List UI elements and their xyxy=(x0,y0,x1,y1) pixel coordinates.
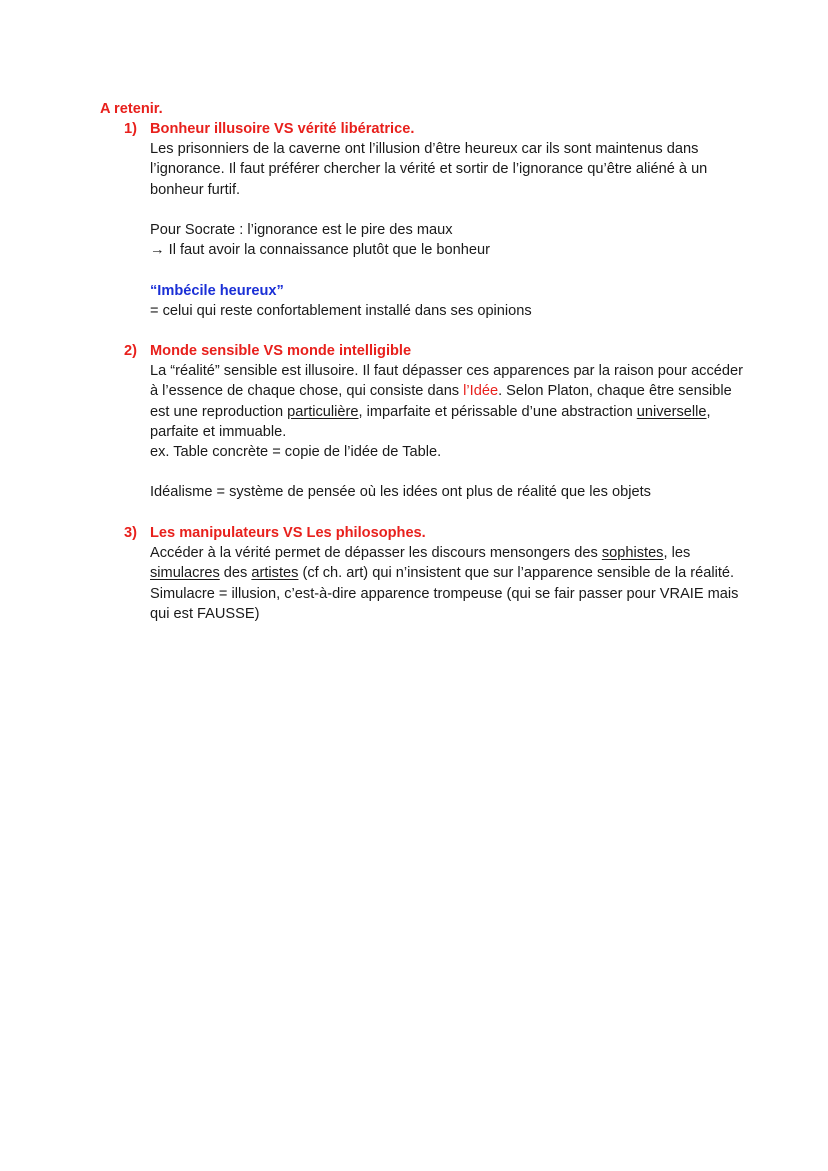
underlined-artistes: artistes xyxy=(251,565,299,582)
underlined-particuliere: particulière xyxy=(287,403,359,420)
section-2-title: Monde sensible VS monde intelligible xyxy=(150,343,412,359)
idealism-definition: Idéalisme = système de pensée où les idées ont plus de réalité que les objets xyxy=(150,484,651,501)
section-1-body xyxy=(150,139,744,321)
section-2-paragraph: La “réalité” sensible est illusoire. Il faut dépasser ces apparences par la raison pour accéder à l’essence de chaque chose, qui consiste dans l’Idée. Selon Platon, chaque être sensible est une reproduction particulière, imparfaite et périssable d’une abstraction universelle, parfaite et immuable. xyxy=(150,363,743,440)
example-line: ex. Table concrète = copie de l’idée de Table. xyxy=(150,444,442,461)
section-2-body xyxy=(150,361,744,502)
section-2-number: 2) xyxy=(124,343,137,359)
section-1-title: Bonheur illusoire VS vérité libératrice. xyxy=(150,121,415,137)
section-2 xyxy=(124,341,744,503)
simulacre-definition: Simulacre = illusion, c’est-à-dire apparence trompeuse (qui se fair passer pour VRAIE mais qui est FAUSSE) xyxy=(150,585,739,622)
underlined-simulacres: simulacres xyxy=(150,565,220,582)
section-1 xyxy=(124,119,744,321)
term-definition: = celui qui reste confortablement installé dans ses opinions xyxy=(150,302,532,319)
underlined-sophistes: sophistes xyxy=(601,545,664,562)
section-1-paragraph: Les prisonniers de la caverne ont l’illusion d’être heureux car ils sont maintenus dans l’ignorance. Il faut préférer chercher la vérité et sortir de l’ignorance qu’être aliéné à un bonheur furtif. xyxy=(150,141,708,198)
section-3-body xyxy=(150,543,744,624)
section-3 xyxy=(124,523,744,624)
section-3-heading xyxy=(124,523,744,543)
term-imbecile-heureux: “Imbécile heureux” xyxy=(150,282,284,299)
socrates-line: Pour Socrate : l’ignorance est le pire des maux xyxy=(150,222,453,238)
section-2-heading xyxy=(124,341,744,361)
arrow-line: → Il faut avoir la connaissance plutôt que le bonheur xyxy=(150,242,490,259)
section-1-heading xyxy=(124,119,744,139)
document-title: A retenir. xyxy=(100,101,163,117)
underlined-universelle: universelle xyxy=(636,403,707,420)
section-3-paragraph: Accéder à la vérité permet de dépasser les discours mensongers des sophistes, les simulacres des artistes (cf ch. art) qui n’insistent que sur l’apparence sensible de la réalité. xyxy=(150,545,735,582)
idea-highlight: l’Idée xyxy=(463,383,499,400)
section-1-number: 1) xyxy=(124,121,137,137)
section-3-title: Les manipulateurs VS Les philosophes. xyxy=(150,525,426,541)
section-3-number: 3) xyxy=(124,525,137,541)
